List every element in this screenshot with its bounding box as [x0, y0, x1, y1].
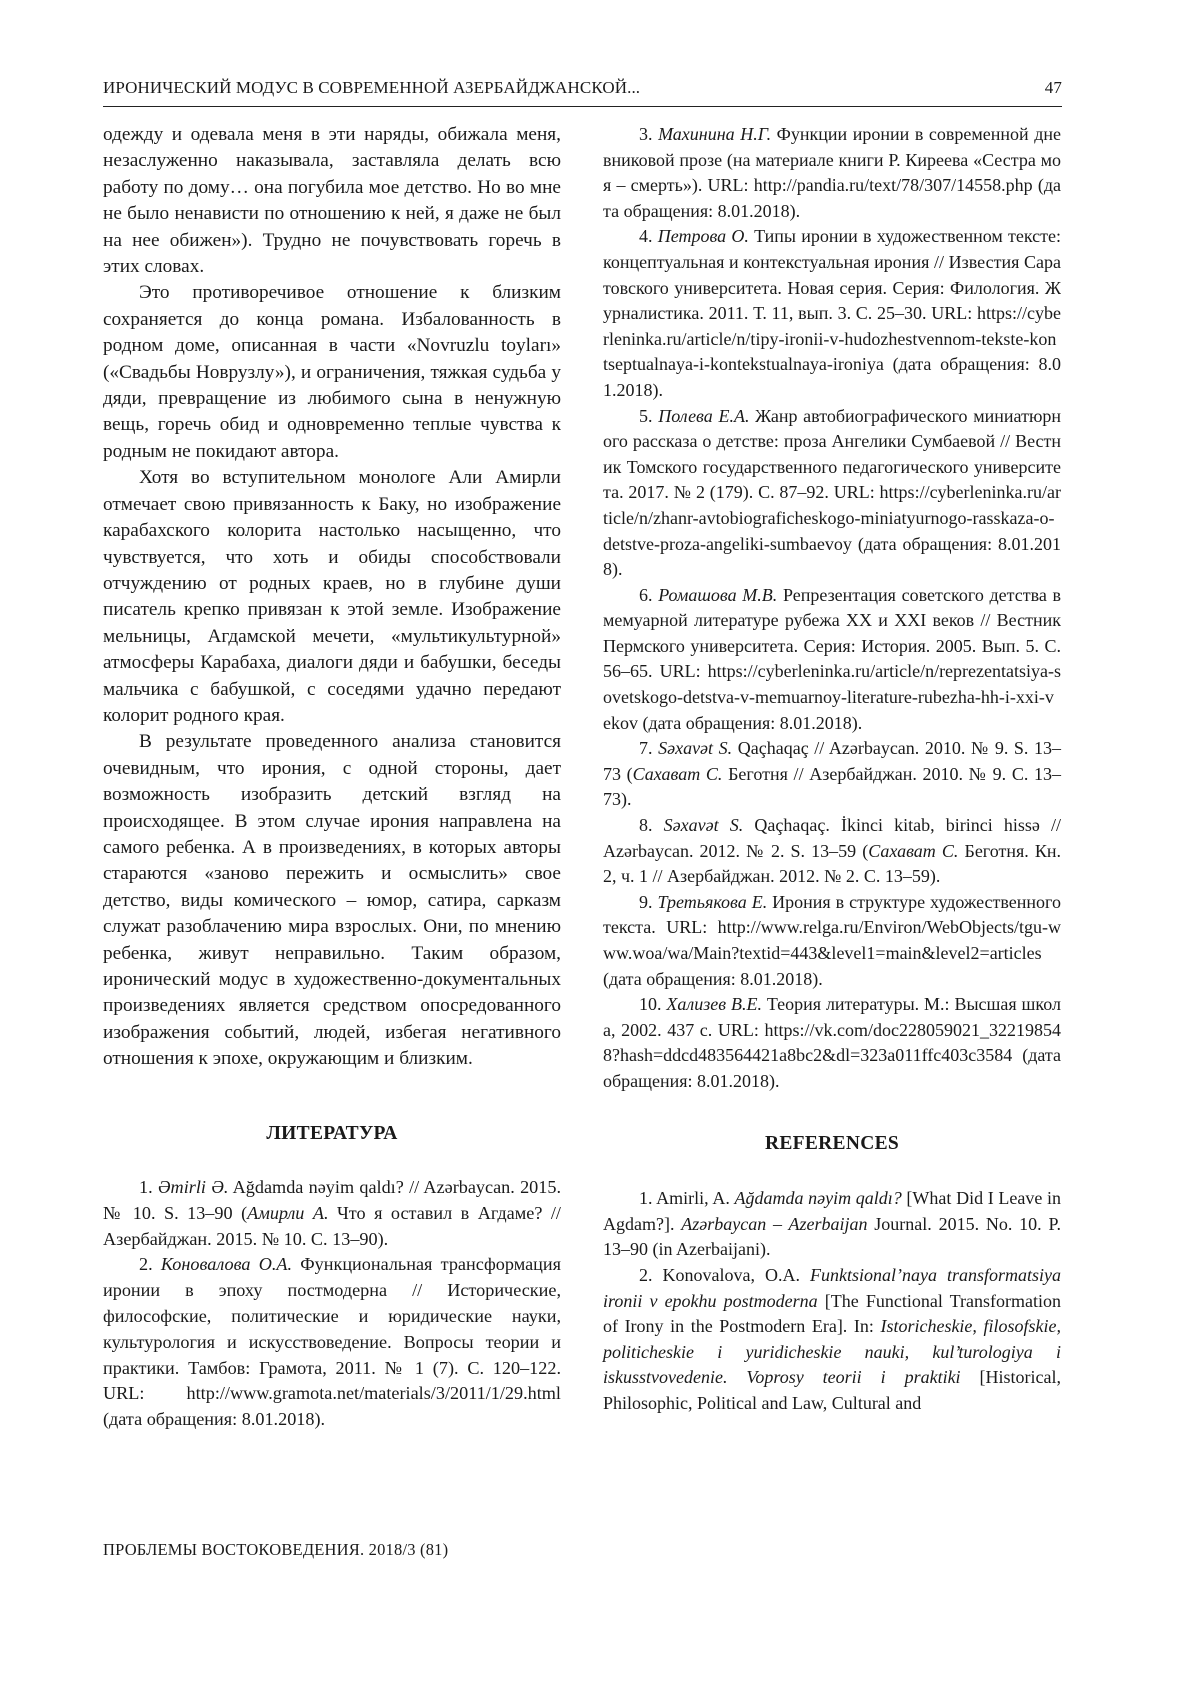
reference-item	[603, 992, 1061, 1094]
reference-number: 7.	[639, 738, 653, 759]
reference-author: Əmirli Ə.	[157, 1177, 229, 1198]
reference-title: Ağdamda nəyim qaldı?	[734, 1188, 902, 1209]
reference-text: Journal. 2015. No. 10. P. 13–90 (in Azerbaijani).	[603, 1213, 1061, 1260]
reference-item	[603, 1263, 1061, 1417]
reference-number: 8.	[639, 815, 653, 836]
reference-text: Типы иронии в художественном тексте: концептуальная и контекстуальная ирония // Известия Саратовского университета. Новая серия. Серия: Филология. Журналистика. 2011. Т. 11, вып. 3. С. 25–30. URL: https://cyberleninka.ru/article/n/tipy-ironii-v-hudozhestvennom-tekste-kontseptualnaya-i-kontekstualnaya-ironiya (дата обращения: 8.01.2018).	[603, 226, 1061, 400]
reference-number: 1.	[139, 1177, 153, 1198]
reference-number: 9.	[639, 891, 653, 912]
reference-author: Амирли А.	[247, 1202, 329, 1223]
reference-number: 10.	[639, 994, 662, 1015]
reference-author: Səxavət S.	[663, 815, 744, 836]
journal-footer: ПРОБЛЕМЫ ВОСТОКОВЕДЕНИЯ. 2018/3 (81)	[103, 1540, 449, 1559]
reference-number: 3.	[639, 124, 653, 144]
reference-number: 2.	[639, 1264, 653, 1285]
literature-heading: ЛИТЕРАТУРА	[266, 1122, 398, 1144]
reference-journal: Istoricheskie, filosofskie, politicheskie i yuridicheskie nauki, kul’turologiya i iskusstvovedenie. Voprosy teorii i praktiki	[603, 1316, 1061, 1388]
reference-text: Ağdamda nəyim qaldı? // Azərbaycan. 2015. № 10. S. 13–90 (	[103, 1177, 562, 1223]
reference-text: Amirli, A.	[656, 1188, 735, 1209]
reference-item	[603, 224, 1061, 403]
reference-author: Полева Е.А.	[658, 405, 750, 426]
reference-text: [What Did I Leave in Agdam?].	[603, 1188, 1061, 1234]
reference-number: 1.	[639, 1188, 653, 1209]
reference-author: Ромашова М.В.	[658, 584, 778, 605]
reference-number: 6.	[639, 584, 653, 605]
reference-title: Funktsional’naya transformatsiya ironii v epokhu postmoderna	[603, 1264, 1061, 1311]
reference-text: Qaçhaqaç // Azərbaycan. 2010. № 9. S. 13–73 (	[603, 738, 1062, 784]
reference-item	[603, 813, 1061, 890]
page-number: 47	[1044, 78, 1062, 97]
reference-author: Петрова О.	[657, 226, 749, 247]
reference-item	[603, 1186, 1061, 1263]
reference-author: Səxavət S.	[658, 738, 733, 759]
reference-journal: Azərbaycan – Azerbaijan	[681, 1213, 868, 1234]
reference-text: Беготня // Азербайджан. 2010. № 9. С. 13–73).	[603, 763, 1062, 810]
reference-author: Коновалова О.А.	[160, 1254, 293, 1275]
reference-item	[603, 736, 1061, 813]
reference-text: Ирония в структуре художественного текста. URL: http://www.relga.ru/Environ/WebObjects/tgu-www.woa/wa/Main?textid=443&level1=main&level2=articles (дата обращения: 8.01.2018).	[603, 891, 1061, 989]
reference-item	[603, 890, 1061, 992]
reference-text: Konovalova, O.A.	[662, 1264, 810, 1285]
reference-text: Функциональная трансформация иронии в эпоху постмодерна // Исторические, философские, политические и юридические науки, культурология и искусствоведение. Вопросы теории и практики. Тамбов: Грамота, 2011. № 1 (7). С. 120–122. URL: http://www.gramota.net/materials/3/2011/1/29.html (дата обращения: 8.01.2018).	[103, 1254, 561, 1430]
reference-author: Третьякова Е.	[657, 891, 768, 912]
reference-item	[603, 404, 1061, 583]
reference-text: Жанр автобиографического миниатюрного рассказа о детстве: проза Ангелики Сумбаевой // Вестник Томского государственного педагогического университета. 2017. № 2 (179). С. 87–92. URL: https://cyberleninka.ru/article/n/zhanr-avtobiograficheskogo-miniatyurnogo-rasskaza-o-detstve-proza-angeliki-sumbaevoy (дата обращения: 8.01.2018).	[603, 405, 1062, 580]
reference-text: [Historical, Philosophic, Political and Law, Cultural and	[603, 1367, 1061, 1413]
reference-number: 5.	[639, 405, 653, 426]
reference-text: Qaçhaqaç. İkinci kitab, birinci hissə // Azərbaycan. 2012. № 2. S. 13–59 (	[603, 815, 1061, 861]
reference-text: Беготня. Кн. 2, ч. 1 // Азербайджан. 2012. № 2. С. 13–59).	[603, 840, 1062, 887]
reference-item	[603, 583, 1061, 737]
reference-number: 2.	[139, 1254, 153, 1275]
body-paragraph: одежду и одевала меня в эти наряды, обижала меня, незаслуженно наказывала, заставляла делать всю работу по дому… она погубила мое детство. Но во мне не было ненависти по отношению к ней, я даже не был на нее обижен»). Трудно не почувствовать горечь в этих словах.	[103, 124, 561, 278]
reference-item	[103, 1175, 561, 1252]
body-paragraph: В результате проведенного анализа становится очевидным, что ирония, с одной стороны, дает возможность изобразить детский взгляд на происходящее. В этом случае ирония направлена на самого ребенка. А в произведениях, в которых авторы стараются «заново пережить и осмыслить» свое детство, виды комического – юмор, сатира, сарказм служат разоблачению мира взрослых. Они, по мнению ребенка, живут неправильно. Таким образом, иронический модус в художественно-документальных произведениях является средством опосредованного изображения событий, людей, избегая негативного отношения к эпохе, окружающим и близким.	[103, 731, 561, 1070]
reference-text: Функции иронии в современной дневниковой прозе (на материале книги Р. Киреева «Сестра моя – смерть»). URL: http://pandia.ru/text/78/307/14558.php (дата обращения: 8.01.2018).	[603, 124, 1061, 221]
reference-author: Хализев В.Е.	[666, 994, 762, 1015]
reference-author: Сахават С.	[632, 763, 723, 784]
right-column	[603, 122, 1061, 1417]
reference-number: 4.	[639, 226, 653, 247]
reference-text: Что я оставил в Агдаме? // Азербайджан. 2015. № 10. С. 13–90).	[103, 1202, 561, 1249]
reference-author: Сахават С.	[868, 840, 959, 861]
reference-text: Теория литературы. М.: Высшая школа, 2002. 437 с. URL: https://vk.com/doc228059021_322198548?hash=ddcd483564421a8bc2&dl=323a011ffc403c3584 (дата обращения: 8.01.2018).	[603, 994, 1061, 1091]
reference-item	[603, 122, 1061, 224]
body-paragraph: Это противоречивое отношение к близким сохраняется до конца романа. Избалованность в родном доме, описанная в части «Novruzlu toyları» («Свадьбы Новрузлу»), и ограничения, тяжкая судьба у дяди, превращение из любимого сына в ненужную вещь, горечь обид и одновременно теплые чувства к родным не покидают автора.	[103, 282, 561, 462]
reference-text: [The Functional Transformation of Irony in the Postmodern Era]. In:	[603, 1290, 1061, 1337]
left-column	[103, 122, 561, 1433]
running-header-title: ИРОНИЧЕСКИЙ МОДУС В СОВРЕМЕННОЙ АЗЕРБАЙДЖАНСКОЙ...	[103, 78, 641, 97]
body-paragraph: Хотя во вступительном монологе Али Амирли отмечает свою привязанность к Баку, но изображение карабахского колорита настолько насыщенно, что чувствуется, что хоть и обиды способствовали отчуждению от родных краев, но в глубине души писатель крепко привязан к этой земле. Изображение мельницы, Агдамской мечети, «мультикультурной» атмосферы Карабаха, диалоги дяди и бабушки, беседы мальчика с бабушкой, с соседями удачно передают колорит родного края.	[103, 467, 561, 726]
reference-author: Махинина Н.Г.	[658, 124, 772, 144]
running-header	[103, 72, 1062, 107]
reference-item	[103, 1252, 561, 1433]
references-heading: REFERENCES	[764, 1132, 900, 1154]
reference-text: Репрезентация советского детства в мемуарной литературе рубежа XX и XXI веков // Вестник Пермского университета. Серия: История. 2005. Вып. 5. С. 56–65. URL: https://cyberleninka.ru/article/n/reprezentatsiya-sovetskogo-detstva-v-memuarnoy-literature-rubezha-hh-i-xxi-vekov (дата обращения: 8.01.2018).	[603, 584, 1062, 733]
